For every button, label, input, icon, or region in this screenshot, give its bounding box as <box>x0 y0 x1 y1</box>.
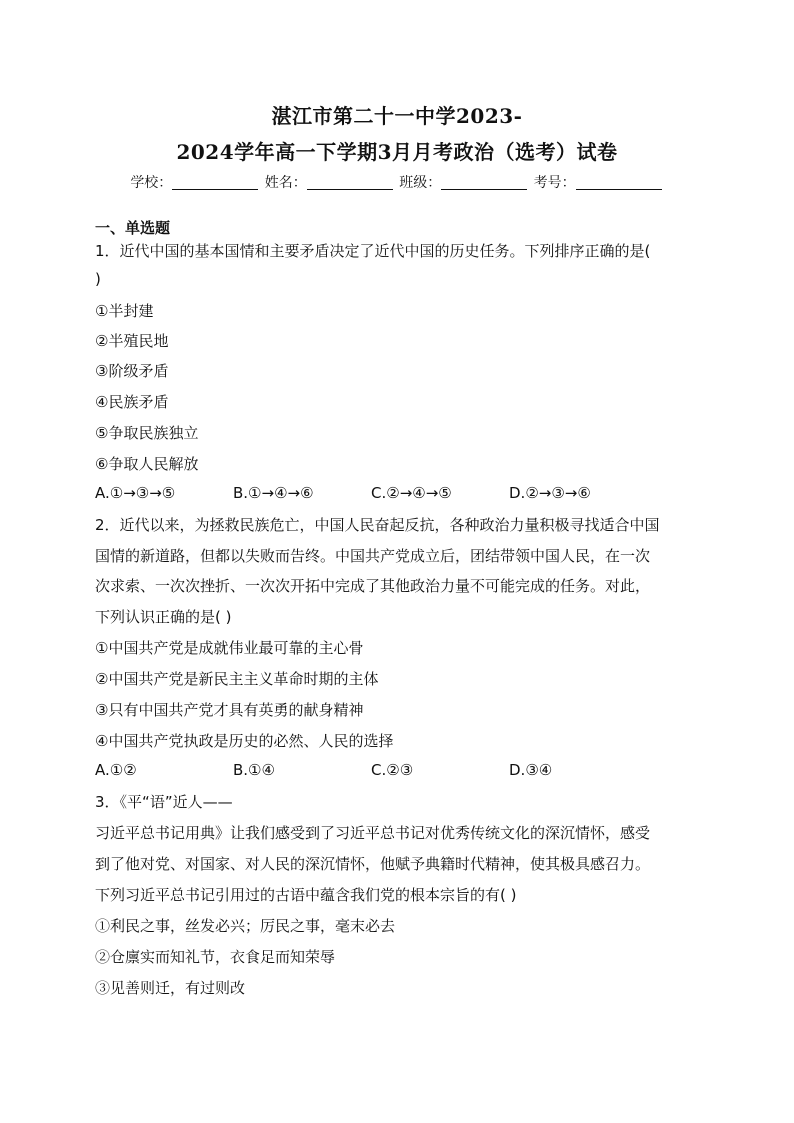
q1-options <box>95 484 705 502</box>
q3-stem-line4: 下列习近平总书记引用过的古语中蕴含我们党的根本宗旨的有( ) <box>95 886 517 904</box>
q1-item-5: ⑤争取民族独立 <box>95 424 199 442</box>
q1-stem-line1: 1．近代中国的基本国情和主要矛盾决定了近代中国的历史任务。下列排序正确的是( <box>95 242 651 260</box>
q3-item-3: ③见善则迁，有过则改 <box>95 979 246 997</box>
q2-option-b: B.①④ <box>233 761 275 779</box>
student-info-row <box>0 172 794 192</box>
q1-item-3: ③阶级矛盾 <box>95 362 169 380</box>
q2-option-c: C.②③ <box>371 761 414 779</box>
school-blank <box>172 175 258 190</box>
q2-option-d: D.③④ <box>509 761 553 779</box>
q2-stem-line1: 2．近代以来，为拯救民族危亡，中国人民奋起反抗，各种政治力量积极寻找适合中国 <box>95 516 660 534</box>
section-title: 一、单选题 <box>95 219 171 237</box>
school-label: 学校： <box>130 175 173 191</box>
class-label: 班级： <box>399 175 442 191</box>
q1-stem-line2: ) <box>95 270 101 288</box>
q2-item-4: ④中国共产党执政是历史的必然、人民的选择 <box>95 732 394 750</box>
q2-stem-line4: 下列认识正确的是( ) <box>95 608 232 626</box>
q3-stem-line2: 习近平总书记用典》让我们感受到了习近平总书记对优秀传统文化的深沉情怀，感受 <box>95 824 651 842</box>
q2-stem-line2: 国情的新道路，但都以失败而告终。中国共产党成立后，团结带领中国人民，在一次 <box>95 547 651 565</box>
q1-option-d: D.②→③→⑥ <box>509 484 591 502</box>
q1-option-b: B.①→④→⑥ <box>233 484 314 502</box>
q2-item-1: ①中国共产党是成就伟业最可靠的主心骨 <box>95 639 364 657</box>
q3-item-1: ①利民之事，丝发必兴；厉民之事，毫末必去 <box>95 917 396 935</box>
q1-item-2: ②半殖民地 <box>95 332 169 350</box>
q2-stem-line3: 次求索、一次次挫折、一次次开拓中完成了其他政治力量不可能完成的任务。对此， <box>95 577 651 595</box>
q1-item-1: ①半封建 <box>95 302 154 320</box>
q2-item-3: ③只有中国共产党才具有英勇的献身精神 <box>95 701 364 719</box>
class-blank <box>441 175 527 190</box>
q3-item-2: ②仓廪实而知礼节，衣食足而知荣辱 <box>95 948 336 966</box>
q3-stem-line1: 3．《平“语”近人—— <box>95 793 233 811</box>
q1-item-6: ⑥争取人民解放 <box>95 455 199 473</box>
q2-option-a: A.①② <box>95 761 137 779</box>
name-label: 姓名： <box>264 175 307 191</box>
exam-number-blank <box>576 175 662 190</box>
exam-title-line1: 湛江市第二十一中学2023- <box>271 104 523 128</box>
q3-stem-line3: 到了他对党、对国家、对人民的深沉情怀，他赋予典籍时代精神，使其极具感召力。 <box>95 855 651 873</box>
exam-title-line2: 2024学年高一下学期3月月考政治（选考）试卷 <box>176 140 618 164</box>
q1-option-a: A.①→③→⑤ <box>95 484 176 502</box>
name-blank <box>307 175 393 190</box>
exam-number-label: 考号： <box>533 175 576 191</box>
q2-item-2: ②中国共产党是新民主主义革命时期的主体 <box>95 670 379 688</box>
q2-options <box>95 761 705 779</box>
q1-option-c: C.②→④→⑤ <box>371 484 452 502</box>
q1-item-4: ④民族矛盾 <box>95 393 169 411</box>
